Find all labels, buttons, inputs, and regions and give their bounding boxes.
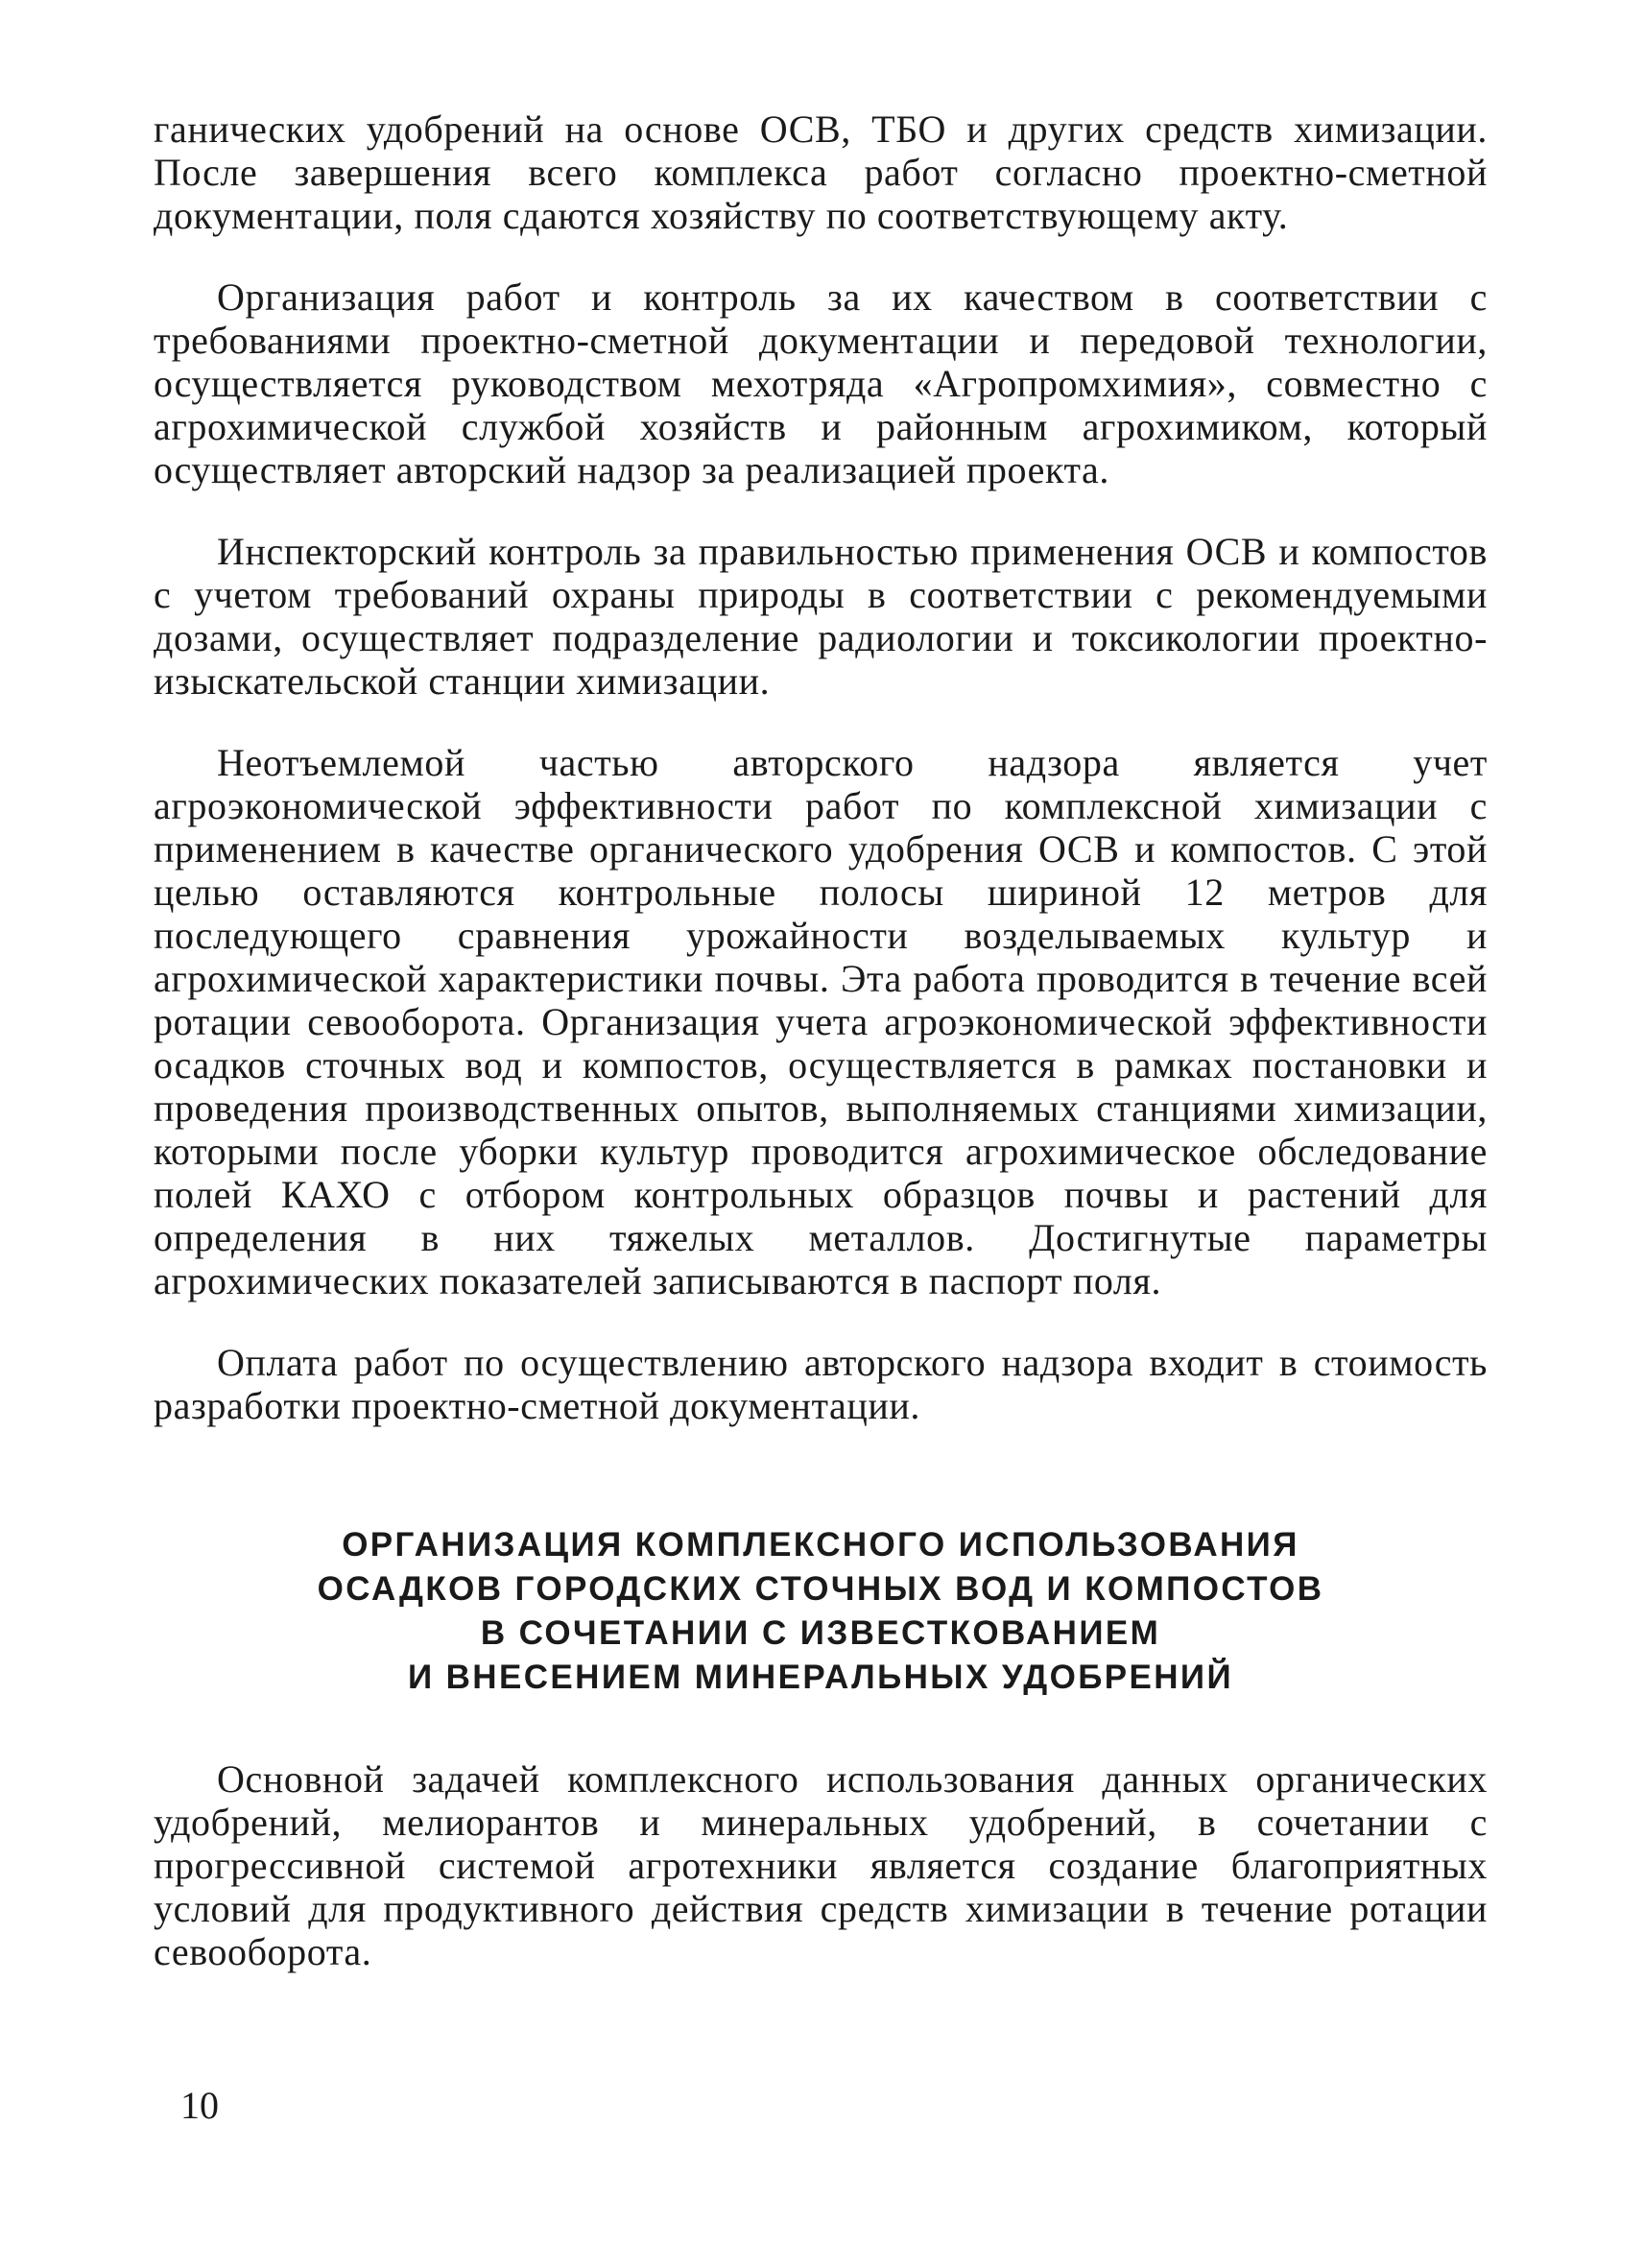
section-heading-line-1: ОРГАНИЗАЦИЯ КОМПЛЕКСНОГО ИСПОЛЬЗОВАНИЯ [342,1526,1299,1564]
section-heading [154,1523,1488,1700]
paragraph-continuation: ганических удобрений на основе ОСВ, ТБО и других средств химизации. После завершения всего комплекса работ согласно проектно-сметной документации, поля сдаются хозяйству по соответствующему акту. [154,107,1488,237]
paragraph-organization: Организация работ и контроль за их качеством в соответствии с требованиями проектно-сметной документации и передовой технологии, осуществляется руководством мехотряда «Агропромхимия», совместно с агрохимической службой хозяйств и районным агрохимиком, который осуществляет авторский надзор за реализацией проекта. [154,275,1488,491]
paragraph-supervision: Неотъемлемой частью авторского надзора является учет агроэкономической эффективности работ по комплексной химизации с применением в качестве органического удобрения ОСВ и компостов. С этой целью оставляются контрольные полосы шириной 12 метров для последующего сравнения урожайности возделываемых культур и агрохимической характеристики почвы. Эта работа проводится в течение всей ротации севооборота. Организация учета агроэкономической эффективности осадков сточных вод и компостов, осуществляется в рамках постановки и проведения производственных опытов, выполняемых станциями химизации, которыми после уборки культур проводится агрохимическое обследование полей КАХО с отбором контрольных образцов почвы и растений для определения в них тяжелых металлов. Достигнутые параметры агрохимических показателей записываются в паспорт поля. [154,741,1488,1302]
section-heading-line-3: В СОЧЕТАНИИ С ИЗВЕСТКОВАНИЕМ [480,1614,1161,1652]
section-heading-line-4: И ВНЕСЕНИЕМ МИНЕРАЛЬНЫХ УДОБРЕНИЙ [407,1659,1234,1696]
paragraph-inspection: Инспекторский контроль за правильностью применения ОСВ и компостов с учетом требований охраны природы в соответствии с рекомендуемыми дозами, осуществляет подразделение радиологии и токсикологии проектно-изыскательской станции химизации. [154,530,1488,703]
section-heading-line-2: ОСАДКОВ ГОРОДСКИХ СТОЧНЫХ ВОД И КОМПОСТОВ [317,1570,1324,1608]
paragraph-payment: Оплата работ по осуществлению авторского надзора входит в стоимость разработки проектно-сметной документации. [154,1341,1488,1427]
paragraph-main-task: Основной задачей комплексного использования данных органических удобрений, мелиорантов и минеральных удобрений, в сочетании с прогрессивной системой агротехники является создание благоприятных условий для продуктивного действия средств химизации в течение ротации севооборота. [154,1757,1488,1973]
page-number: 10 [180,2084,219,2127]
document-page [154,107,1488,1973]
